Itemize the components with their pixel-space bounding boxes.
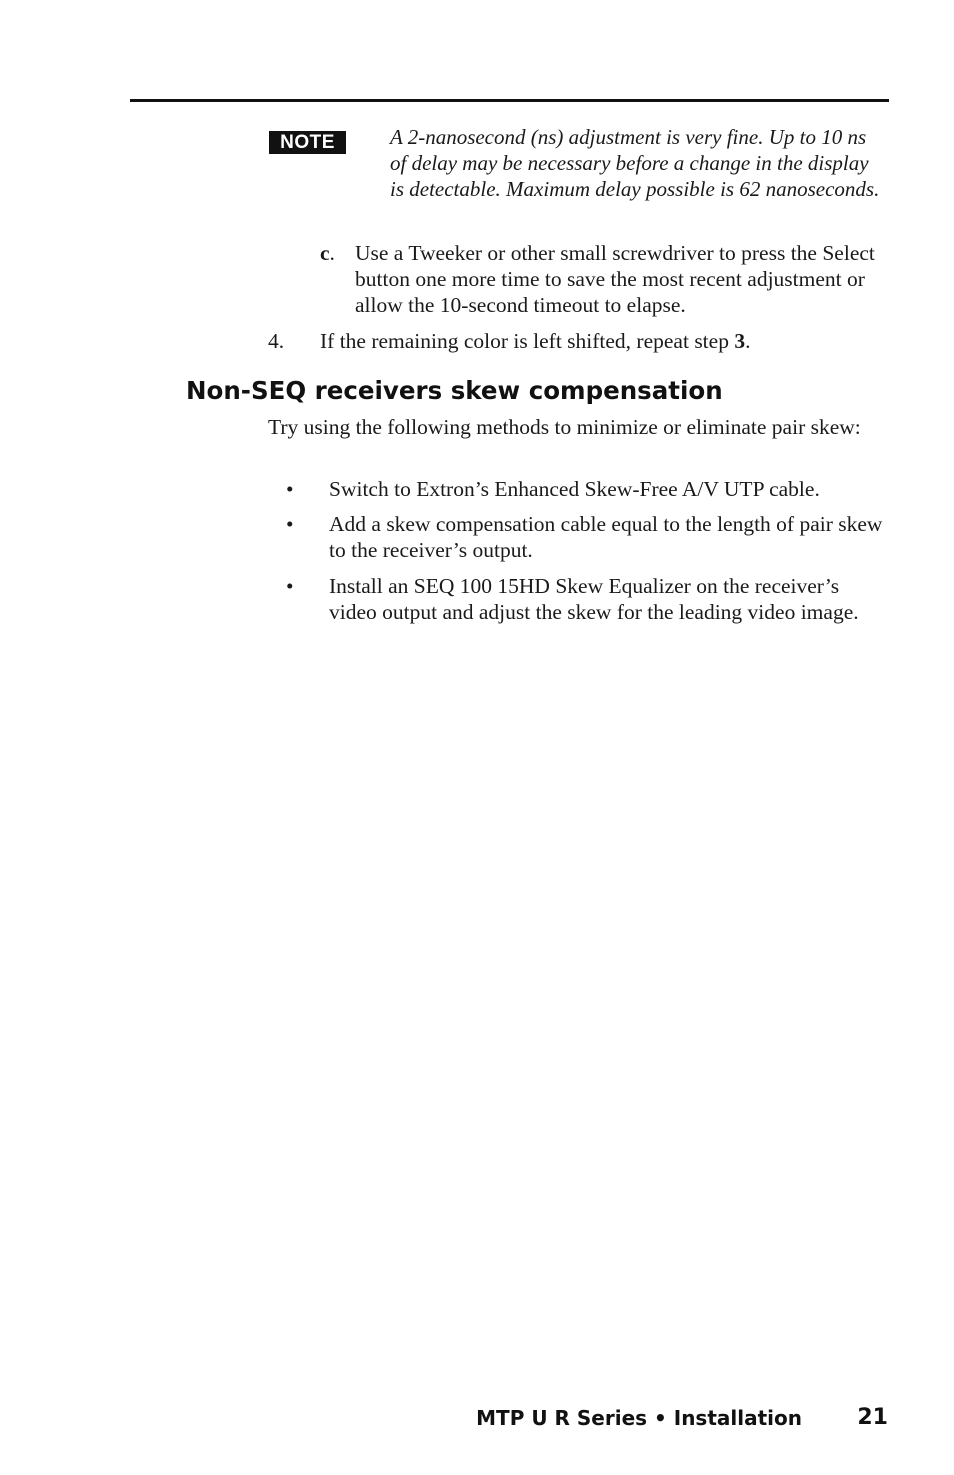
step-c-text: Use a Tweeker or other small screwdriver to press the Select button one more time to save the most recent adjustment or allow the 10-second timeout to elapse.: [355, 241, 875, 317]
step-c-marker: [320, 240, 335, 266]
note-text: A 2-nanosecond (ns) adjustment is very fine. Up to 10 ns of delay may be necessary before a change in the display is detectable. Maximum delay possible is 62 nanoseconds.: [390, 125, 880, 201]
list-item: [286, 476, 886, 502]
step-4-ref: 3: [734, 329, 746, 353]
page-number: 21: [857, 1405, 888, 1430]
step-4-number: 4.: [268, 329, 285, 353]
bullet-icon: •: [286, 477, 294, 501]
note-badge: NOTE: [269, 131, 346, 154]
section-intro: Try using the following methods to minimize or eliminate pair skew:: [268, 415, 861, 439]
step-c-suffix: .: [329, 241, 335, 265]
bullet-icon: •: [286, 512, 294, 536]
bullet-icon: •: [286, 574, 294, 598]
list-item-text: Add a skew compensation cable equal to the length of pair skew to the receiver’s output.: [329, 512, 883, 562]
step-4-text-before: If the remaining color is left shifted, repeat step: [320, 329, 735, 353]
step-4: [268, 328, 888, 354]
step-c: [320, 240, 880, 318]
list-item: [286, 511, 886, 563]
header-rule: [130, 99, 889, 102]
step-c-letter: c: [320, 241, 330, 265]
list-item-text: Install an SEQ 100 15HD Skew Equalizer on the receiver’s video output and adjust the skew for the leading video image.: [329, 574, 859, 624]
list-item-text: Switch to Extron’s Enhanced Skew-Free A/V UTP cable.: [329, 477, 820, 501]
list-item: [286, 573, 886, 625]
step-4-text: [320, 328, 888, 354]
step-4-text-after: .: [745, 329, 751, 353]
section-heading: Non-SEQ receivers skew compensation: [186, 376, 723, 405]
footer-title: MTP U R Series • Installation: [476, 1406, 802, 1430]
